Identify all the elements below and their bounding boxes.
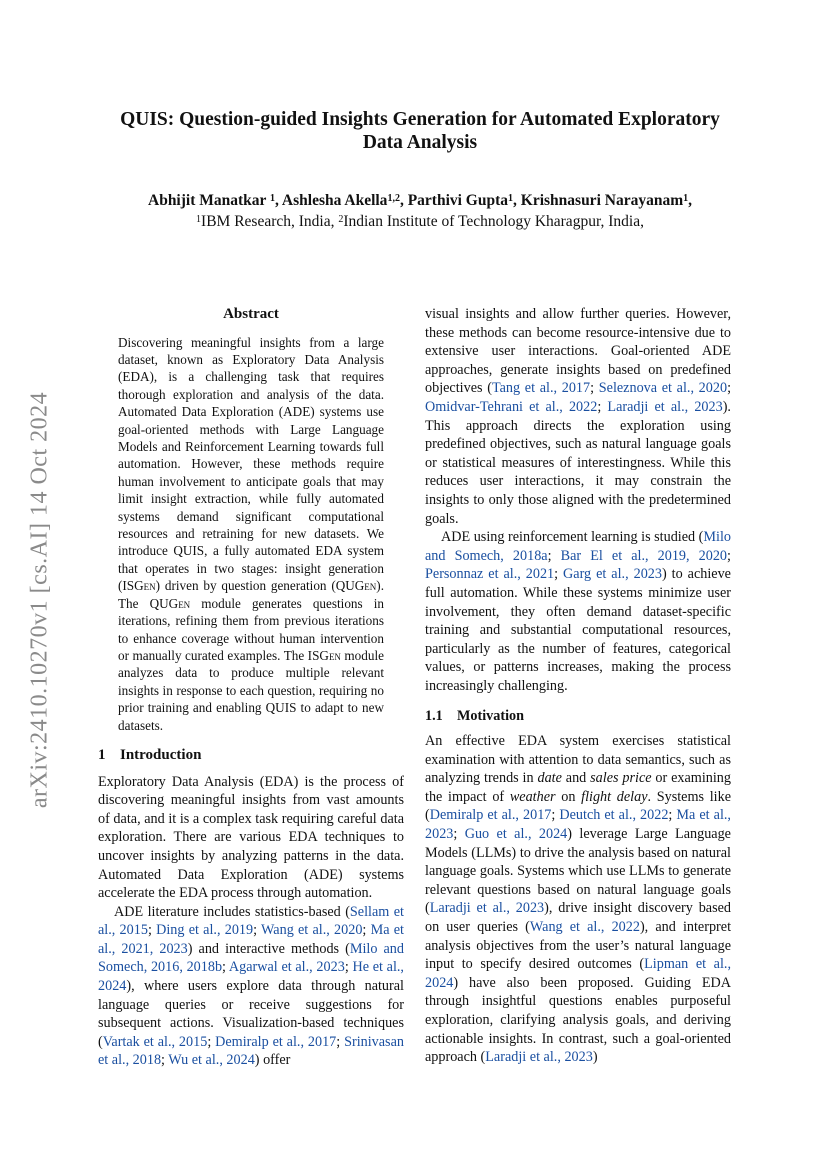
paragraph-text: ) offer [254, 1052, 291, 1069]
emphasis: weather [509, 788, 556, 805]
paragraph-text: An effective EDA system exercises statistical examination with attention to data semantics, such as analyzing trends in [425, 733, 731, 787]
paragraph-text: ), drive insight discovery based on user queries ( [425, 900, 731, 935]
abstract-text: en [178, 595, 191, 611]
abstract-text: Discovering meaningful insights from a large dataset, known as Exploratory Data Analysis (EDA), is a challenging task that requires thorough exploration and analysis of the data. Automated Data Exploration (ADE) systems use goal-oriented methods with Large Language Models and Reinforcement Learning towards full automation. However, these methods require human involvement to anticipate goals that may limit insight extraction, while fully automated systems demand significant computational resources and retraining for new datasets. We introduce QUIS, a fully automated EDA system that operates in two stages: insight generation (ISG [118, 334, 384, 594]
separator: ; [344, 959, 353, 976]
citation-link[interactable]: Laradji et al., 2023 [485, 1049, 593, 1066]
separator: ; [453, 826, 465, 843]
intro-paragraph-2 [98, 903, 404, 1070]
intro-paragraph-4 [425, 528, 731, 695]
affiliation-ibm: IBM Research, India, [201, 213, 339, 230]
affiliation-marker: 1,2 [387, 193, 400, 204]
paragraph-text: ) leverage Large Language Models (LLMs) to drive the analysis based on natural language goals. Systems which use LLMs to generate relevant questions based on natural language goals ( [425, 826, 731, 917]
citation-link[interactable]: Demiralp et al., 2017 [215, 1033, 337, 1050]
abstract-text: en [328, 647, 341, 663]
affiliation-iit: Indian Institute of Technology Kharagpur, India, [343, 213, 644, 230]
citation-link[interactable]: Garg et al., 2023 [563, 566, 662, 583]
emphasis: flight delay [581, 788, 648, 805]
citation-link[interactable]: Laradji et al., 2023 [607, 398, 723, 415]
paragraph-text: ADE literature includes statistics-based ( [114, 903, 350, 920]
affiliation-marker: 2 [338, 214, 344, 225]
paragraph-text: ) have also been proposed. Guiding EDA through insightful questions enables purposeful exploration, clarifying analysis goals, and deriving actionable insights. In contrast, such a goal-oriented approach ( [425, 974, 731, 1066]
section-number: 1 [98, 746, 106, 763]
citation-link[interactable]: Seleznova et al., 2020 [598, 380, 728, 397]
paragraph-text: ). This approach directs the exploration using predefined objectives, such as natural language goals or statistical measures of interestingness. While this reduces user interactions, it may constrain the insights to only those aligned with the predetermined goals. [425, 398, 731, 527]
paragraph-text: . Systems like ( [425, 788, 732, 824]
abstract-text: en [364, 578, 377, 594]
author-name: Parthivi Gupta [407, 192, 509, 209]
paragraph-text: and [561, 770, 591, 787]
section-title: Introduction [120, 746, 202, 763]
separator: ; [253, 922, 262, 939]
abstract-text: en [143, 578, 156, 594]
paper-title: QUIS: Question-guided Insights Generation for Automated Exploratory Data Analysis [120, 109, 720, 153]
abstract-body [118, 334, 384, 734]
separator: ; [551, 807, 560, 824]
separator: ; [554, 566, 564, 583]
paragraph-text: ) [592, 1049, 598, 1066]
citation-link[interactable]: Ma et al., 2023 [425, 807, 731, 843]
paragraph-text: ) and interactive methods ( [187, 940, 350, 957]
separator: ; [668, 807, 677, 824]
separator: ; [336, 1033, 345, 1050]
citation-link[interactable]: Vartak et al., 2015 [102, 1033, 208, 1050]
citation-link[interactable]: Guo et al., 2024 [464, 826, 568, 843]
subsection-title: Motivation [457, 708, 524, 725]
separator: ; [590, 380, 599, 397]
intro-paragraph-3 [425, 305, 731, 528]
separator: ; [362, 922, 371, 939]
citation-link[interactable]: Agarwal et al., 2023 [228, 959, 345, 976]
subsection-number: 1.1 [425, 708, 443, 725]
paragraph-text: visual insights and allow further queries. However, these methods can become resource-intensive due to extensive user interactions. Goal-oriented ADE approaches, generate insights based on predefined objectives ( [425, 306, 731, 397]
citation-link[interactable]: Laradji et al., 2023 [429, 900, 545, 917]
separator: ; [207, 1033, 216, 1050]
citation-link[interactable]: Deutch et al., 2022 [559, 807, 669, 824]
author-block [80, 190, 760, 232]
motivation-paragraph [425, 732, 731, 1067]
citation-link[interactable]: Omidvar-Tehrani et al., 2022 [425, 398, 598, 415]
emphasis: sales price [590, 770, 652, 787]
paragraph-text: on [555, 788, 582, 805]
right-column [425, 305, 731, 1067]
author-names: Abhijit Manatkar $^1$, Ashlesha Akella$^{1,2}$, Parthivi Gupta$^1$, Krishnasuri Narayanam$^1$, [148, 192, 692, 209]
citation-link[interactable]: Milo and Somech, 2018a [425, 529, 731, 564]
section-heading-introduction [98, 746, 404, 765]
citation-link[interactable]: He et al., 2024 [98, 959, 404, 995]
subsection-heading-motivation [425, 707, 731, 726]
affiliations [80, 211, 760, 232]
citation-link[interactable]: Ding et al., 2019 [156, 922, 254, 939]
author-name: Ashlesha Akella [281, 192, 388, 209]
citation-link[interactable]: Srinivasan et al., 2018 [98, 1033, 404, 1069]
intro-paragraph-1: Exploratory Data Analysis (EDA) is the process of discovering meaningful insights from vast amounts of data, and it is a complex task requiring careful data exploration. There are various EDA techniques to uncover insights by analyzing patterns in the data. Automated Data Exploration (ADE) systems accelerate the EDA process through automation. [98, 773, 404, 902]
author-name: Abhijit Manatkar [148, 192, 267, 209]
paragraph-text: or examining the impact of [425, 770, 731, 805]
separator: ; [147, 922, 157, 939]
citation-link[interactable]: Ma et al., 2021, 2023 [98, 922, 404, 957]
citation-link[interactable]: Milo and Somech, 2016, 2018b [98, 940, 404, 976]
arxiv-identifier [20, 380, 60, 820]
paragraph-text: ADE using reinforcement learning is studied ( [441, 529, 704, 546]
paragraph-text: ), where users explore data through natural language queries or receive suggestions for subsequent actions. Visualization-based techniques ( [98, 978, 404, 1050]
citation-link[interactable]: Lipman et al., 2024 [425, 956, 731, 991]
citation-link[interactable]: Wu et al., 2024 [168, 1052, 255, 1069]
separator: ; [222, 959, 229, 976]
author-name: Krishnasuri Narayanam [520, 192, 684, 209]
arxiv-stamp-text: arXiv:2410.10270v1 [cs.AI] 14 Oct 2024 [26, 391, 53, 809]
paragraph-text: ), and interpret analysis objectives from the user’s natural language input to specify desired outcomes ( [425, 919, 732, 973]
citation-link[interactable]: Wang et al., 2022 [529, 919, 640, 935]
separator: ; [547, 547, 561, 564]
affiliation-marker: 1 [683, 193, 689, 204]
emphasis: date [537, 770, 562, 787]
separator: ; [161, 1052, 169, 1069]
abstract-text: ). The QUG [118, 578, 384, 611]
citation-link[interactable]: Wang et al., 2020 [261, 922, 363, 939]
abstract-text: module analyzes data to produce multiple relevant insights in response to each question, requiring no prior training and enabling QUIS to adapt to new datasets. [118, 647, 384, 733]
citation-link[interactable]: Tang et al., 2017 [491, 380, 591, 397]
separator: ; [727, 547, 731, 564]
affiliation-marker: 1 [508, 193, 514, 204]
affiliation-marker: 1 [196, 214, 202, 225]
citation-link[interactable]: Demiralp et al., 2017 [429, 807, 552, 824]
citation-link[interactable]: Personnaz et al., 2021 [425, 566, 555, 583]
separator: ; [727, 380, 732, 397]
separator: ; [597, 398, 608, 415]
abstract-text: ) driven by question generation (QUG [155, 578, 365, 594]
citation-link[interactable]: Sellam et al., 2015 [98, 903, 404, 939]
paragraph-text: ) to achieve full automation. While these systems minimize user involvement, they often demand dataset-specific training and substantial computational resources, particularly as the number of features, categorical values, or patterns increases, making the process increasingly challenging. [425, 566, 731, 694]
left-column [98, 305, 404, 1070]
abstract-heading: Abstract [223, 306, 279, 322]
abstract-text: module generates questions in iterations, refining them from previous iterations to enhance coverage without human intervention or manually curated examples. The ISG [118, 595, 385, 663]
citation-link[interactable]: Bar El et al., 2019, 2020 [560, 547, 728, 564]
affiliation-marker: 1 [270, 193, 276, 204]
